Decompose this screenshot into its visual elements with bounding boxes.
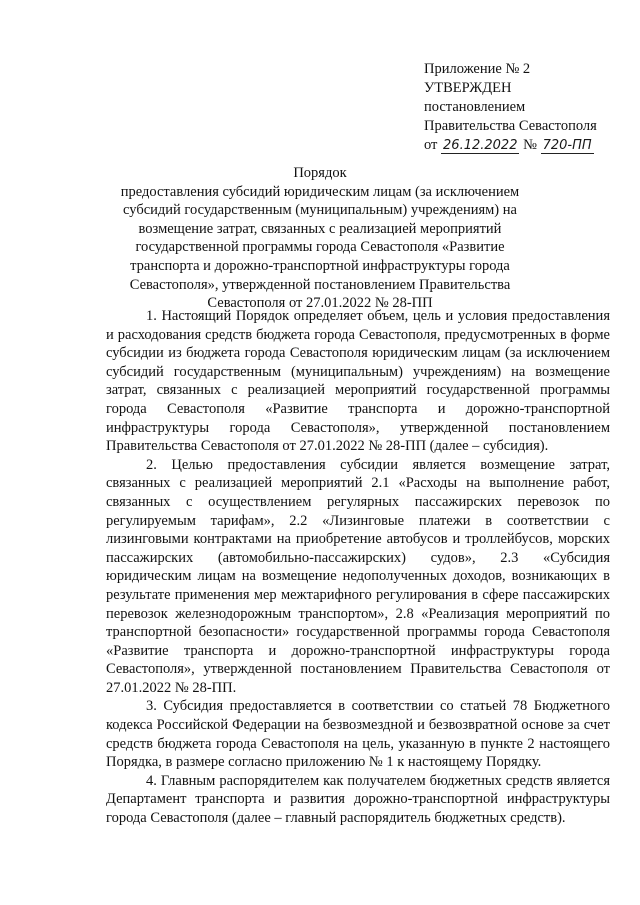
document-title-block	[100, 164, 540, 313]
approved-label: УТВЕРЖДЕН	[424, 80, 512, 96]
from-label: от	[424, 137, 438, 153]
resolution-date-number	[424, 136, 597, 155]
paragraph-3: 3. Субсидия предоставляется в соответствии со статьей 78 Бюджетного кодекса Российской Федерации на безвозмездной и безвозвратной основе за счет средств бюджета города Севастополя на цель, указанную в пункте 2 настоящего Порядка, в размере согласно приложению № 1 к настоящему Порядку.	[106, 698, 610, 771]
resolution-label: постановлением	[424, 99, 526, 115]
document-heading: Порядок	[293, 165, 347, 181]
appendix-number: Приложение № 2	[424, 61, 531, 77]
handwritten-number: 720-ПП	[542, 138, 592, 153]
document-subtitle: предоставления субсидий юридическим лицам (за исключением субсидий государственным (муниципальным) учреждениям) на возмещение затрат, связанных с реализацией мероприятий государственной программы города Севастополя «Развитие транспорта и дорожно-транспортной инфраструктуры города Севастополя», утвержденной постановлением Правительства Севастополя от 27.01.2022 № 28-ПП	[120, 183, 520, 312]
paragraph-1: 1. Настоящий Порядок определяет объем, цель и условия предоставления и расходования средств бюджета города Севастополя, предусмотренных в форме субсидии из бюджета города Севастополя юридическим лицам (за исключением субсидий государственным (муниципальным) учреждениям) на возмещение затрат, связанных с реализацией мероприятий государственной программы города Севастополя «Развитие транспорта и дорожно-транспортной инфраструктуры города Севастополя», утвержденной постановлением Правительства Севастополя от 27.01.2022 № 28-ПП (далее – субсидия).	[106, 308, 610, 455]
paragraph-2: 2. Целью предоставления субсидии является возмещение затрат, связанных с реализацией мероприятий 2.1 «Расходы на выполнение работ, связанных с осуществлением регулярных пассажирских перевозок по регулируемым тарифам», 2.2 «Лизинговые платежи в соответствии с лизинговыми контрактами на приобретение автобусов и троллейбусов, морских пассажирских (автомобильно-пассажирских) судов», 2.3 «Субсидия юридическим лицам на возмещение недополученных доходов, возникающих в результате применения мер межтарифного регулирования в сфере пассажирских перевозок железнодорожным транспортом», 2.8 «Реализация мероприятий по транспортной безопасности» государственной программы города Севастополя «Развитие транспорта и дорожно-транспортной инфраструктуры города Севастополя», утвержденной постановлением Правительства Севастополя от 27.01.2022 № 28-ПП.	[106, 456, 610, 696]
number-sign: №	[523, 137, 537, 153]
document-body	[106, 307, 610, 828]
approval-stamp-block	[424, 60, 597, 155]
paragraph-4: 4. Главным распорядителем как получателем бюджетных средств является Департамент транспорта и развития дорожно-транспортной инфраструктуры города Севастополя (далее – главный распорядитель бюджетных средств).	[106, 772, 610, 827]
handwritten-date: 26.12.2022	[443, 138, 518, 153]
government-label: Правительства Севастополя	[424, 118, 597, 134]
